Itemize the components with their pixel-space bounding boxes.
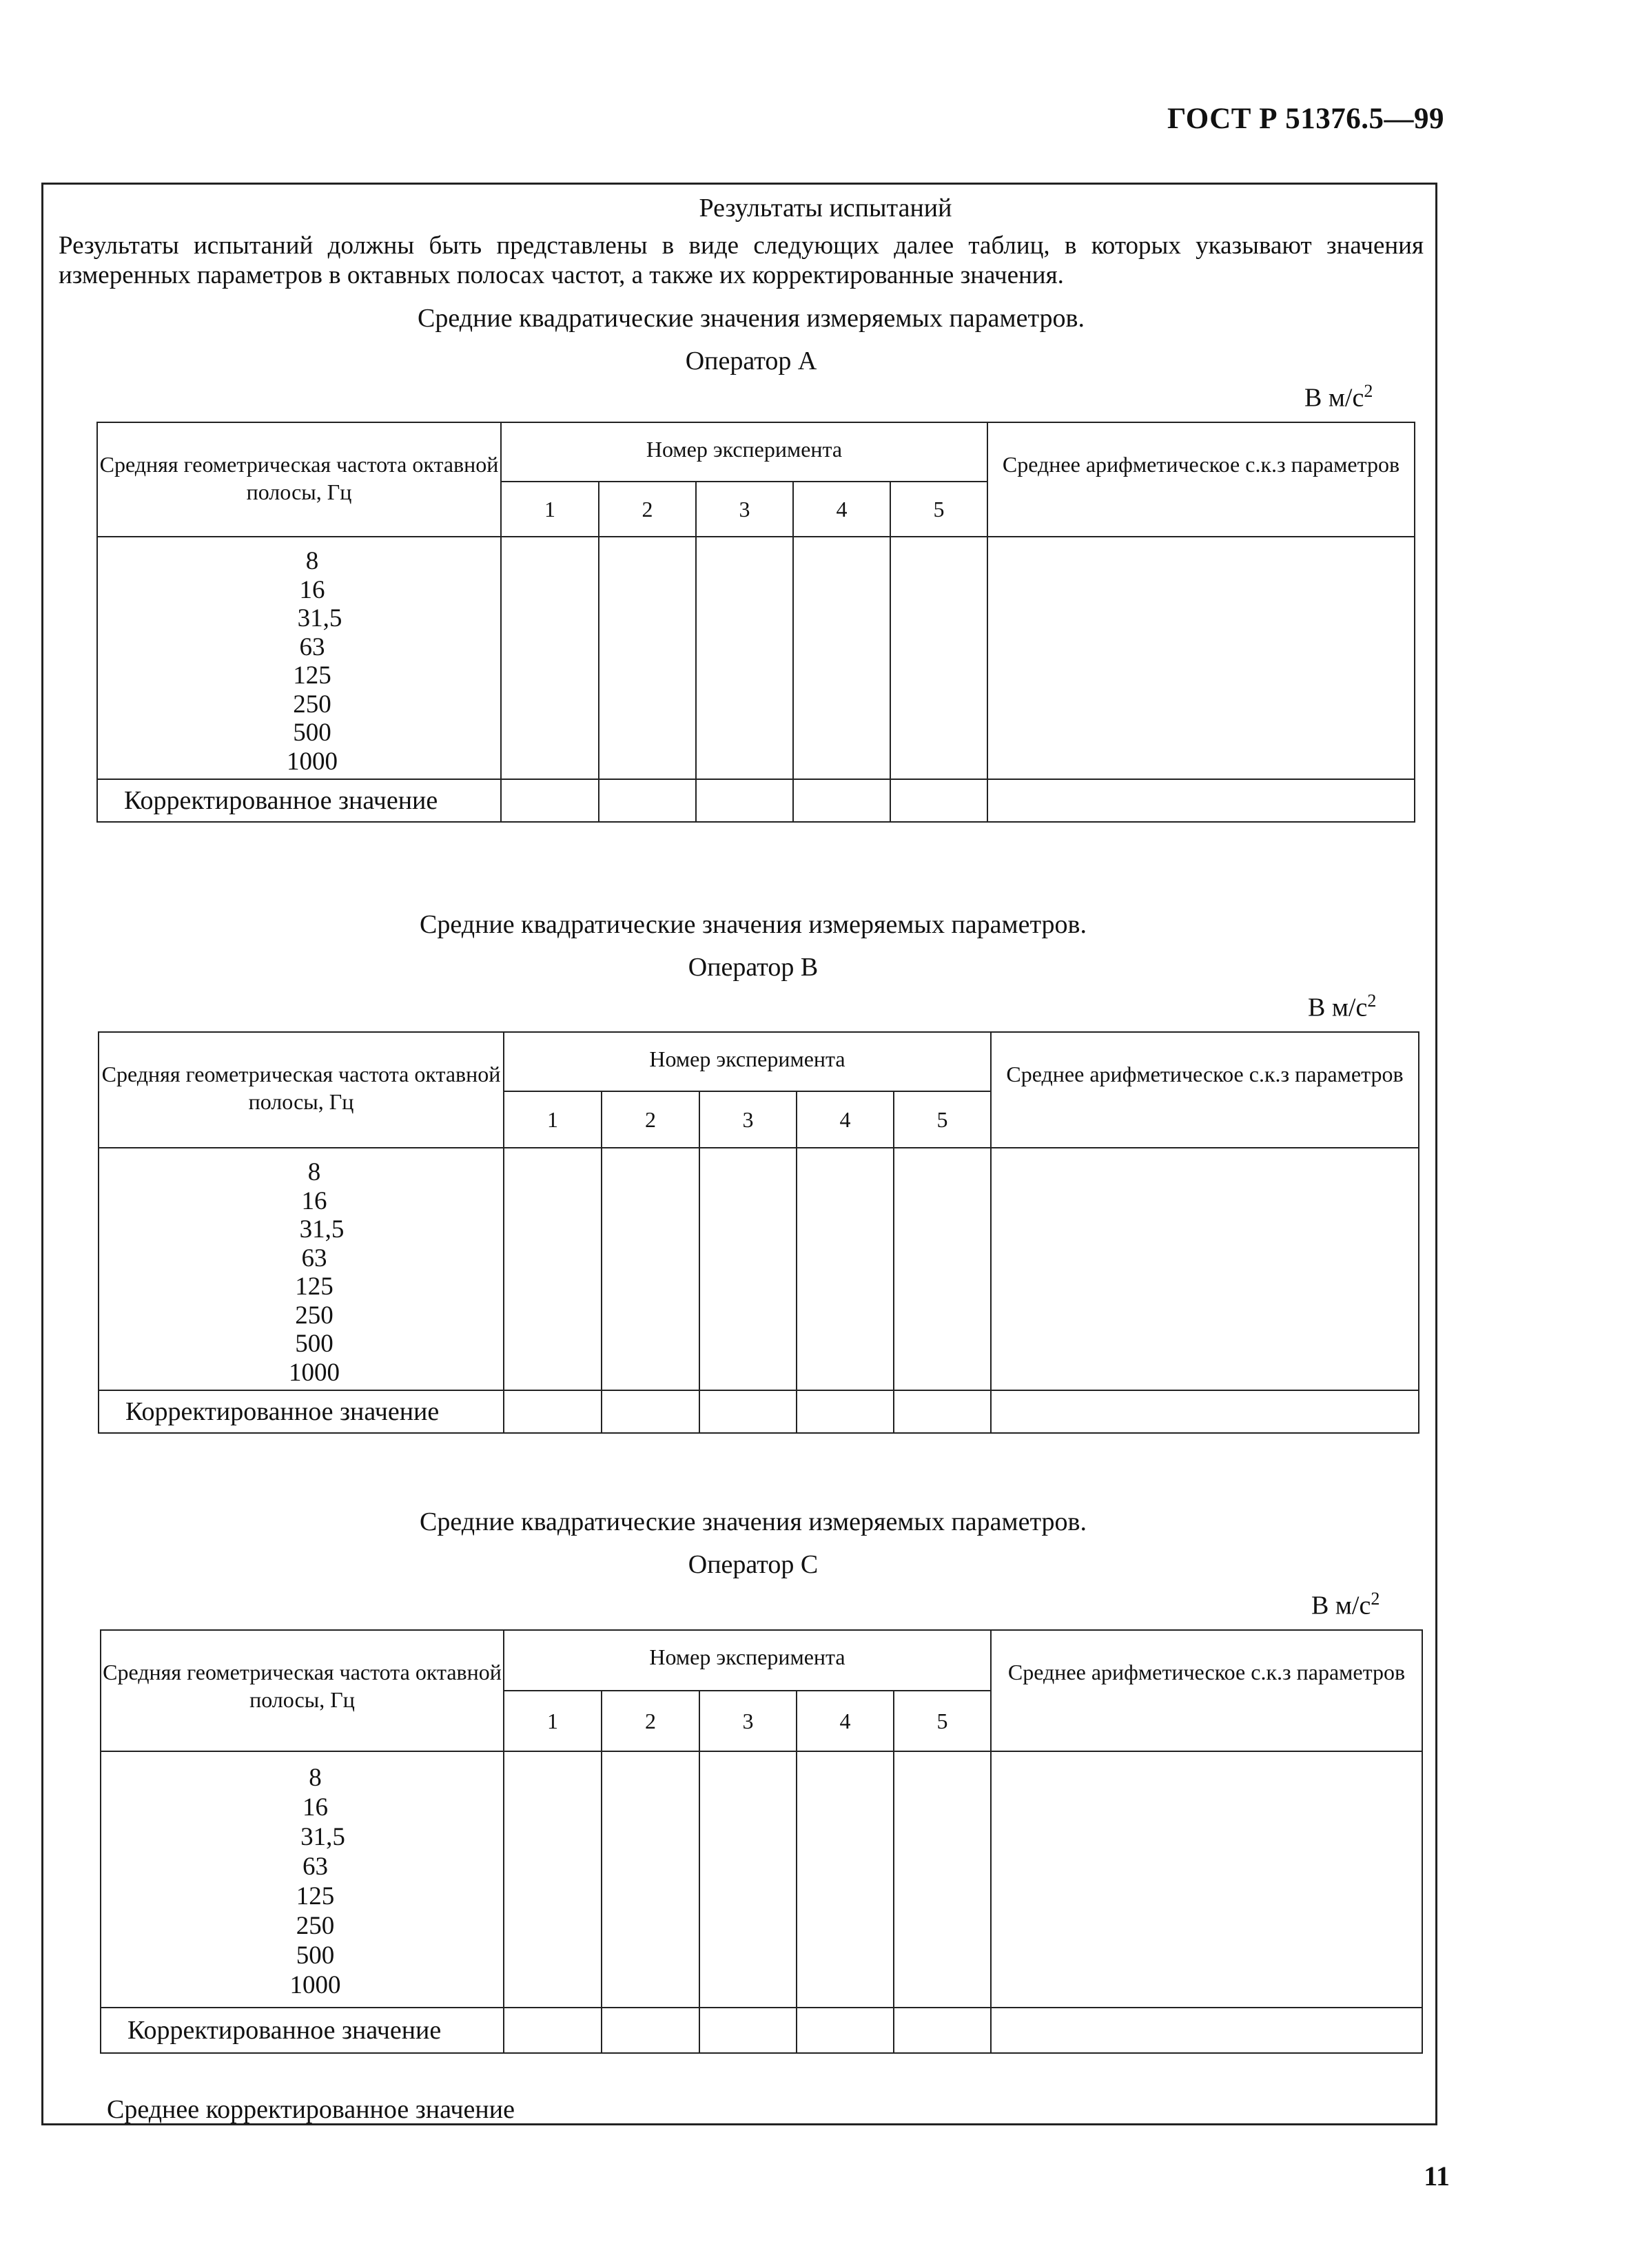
table-b-exp-3: 3 xyxy=(699,1091,797,1148)
table-b-value-cell xyxy=(699,1148,797,1390)
table-a-unit: В $м/с^2$ xyxy=(1304,381,1373,413)
table-a-value-cell xyxy=(501,537,599,779)
table-c-corrected-cell xyxy=(699,2008,797,2053)
table-a-header-experiment: Номер эксперимента xyxy=(501,422,987,482)
frequency-value: 63 xyxy=(302,1853,328,1881)
table-b-header-average: Среднее арифметическое с.к.з параметров xyxy=(991,1032,1419,1148)
table-b-unit: В $м/с^2$ xyxy=(1308,991,1377,1022)
frequency-value: 1000 xyxy=(289,1358,340,1387)
table-c-exp-3: 3 xyxy=(699,1691,797,1751)
table-a-exp-5: 5 xyxy=(890,482,987,537)
table-c-value-cell xyxy=(504,1751,602,2008)
frequency-value: 16 xyxy=(301,1186,327,1215)
frequency-value: 8 xyxy=(309,1764,322,1792)
table-c-exp-4: 4 xyxy=(797,1691,894,1751)
table-c-corrected-cell xyxy=(504,2008,602,2053)
table-b-value-cell xyxy=(797,1148,894,1390)
frequency-value: 8 xyxy=(305,547,319,575)
table-b-exp-2: 2 xyxy=(602,1091,699,1148)
table-c-corrected-cell xyxy=(797,2008,894,2053)
table-b-corrected-cell xyxy=(894,1390,991,1433)
table-c-value-cell xyxy=(894,1751,991,2008)
table-a-header-frequency: Средняя геометрическая частота октавной полосы, Гц xyxy=(97,422,501,537)
table-a-caption: Средние квадратические значения измеряемых параметров. xyxy=(418,304,1085,333)
table-a-exp-2: 2 xyxy=(599,482,696,537)
table-c-exp-1: 1 xyxy=(504,1691,602,1751)
section-title: Результаты испытаний xyxy=(699,194,952,223)
table-a-corrected-cell xyxy=(793,779,890,822)
table-c-corrected-cell xyxy=(894,2008,991,2053)
table-c-header-average: Среднее арифметическое с.к.з параметров xyxy=(991,1630,1422,1751)
frequency-value: 31,5 xyxy=(299,1215,345,1244)
frequency-value: 500 xyxy=(295,1330,334,1358)
table-a-value-cell xyxy=(890,537,987,779)
table-a-exp-3: 3 xyxy=(696,482,793,537)
document-code: ГОСТ Р 51376.5—99 xyxy=(1167,103,1444,135)
table-c-unit: В $м/с^2$ xyxy=(1311,1589,1380,1620)
average-corrected-blank xyxy=(516,2097,1367,2125)
table-a-frequency-list xyxy=(97,537,501,779)
table-c xyxy=(100,1629,1423,2054)
table-b-corrected-cell xyxy=(797,1390,894,1433)
table-b-exp-1: 1 xyxy=(504,1091,602,1148)
frequency-value: 16 xyxy=(299,575,325,604)
frequency-value: 125 xyxy=(293,661,331,690)
table-a-exp-1: 1 xyxy=(501,482,599,537)
table-b-average-cell xyxy=(991,1148,1419,1390)
table-b-header-frequency: Средняя геометрическая частота октавной полосы, Гц xyxy=(99,1032,504,1148)
table-a-operator: Оператор А xyxy=(685,347,817,375)
table-c-frequency-list xyxy=(101,1751,504,2008)
table-b-corrected-label: Корректированное значение xyxy=(99,1390,504,1433)
table-c-exp-2: 2 xyxy=(602,1691,699,1751)
frequency-value: 31,5 xyxy=(297,604,342,632)
frequency-value: 125 xyxy=(296,1882,335,1910)
frequency-value: 500 xyxy=(293,719,331,747)
table-c-exp-5: 5 xyxy=(894,1691,991,1751)
frequency-value: 63 xyxy=(299,632,325,661)
table-a-corrected-cell xyxy=(890,779,987,822)
frequency-value: 31,5 xyxy=(300,1823,345,1851)
frequency-value: 8 xyxy=(307,1158,321,1186)
table-b-header-experiment: Номер эксперимента xyxy=(504,1032,991,1091)
frequency-value: 500 xyxy=(296,1941,335,1970)
table-a-value-cell xyxy=(696,537,793,779)
table-a-corrected-label: Корректированное значение xyxy=(97,779,501,822)
frequency-value: 1000 xyxy=(289,1971,341,1999)
table-a-value-cell xyxy=(793,537,890,779)
table-c-corrected-cell xyxy=(602,2008,699,2053)
table-a-corrected-cell xyxy=(696,779,793,822)
table-c-average-cell xyxy=(991,1751,1422,2008)
table-b-frequency-list xyxy=(99,1148,504,1390)
table-a-corrected-average-cell xyxy=(987,779,1415,822)
table-c-value-cell xyxy=(602,1751,699,2008)
table-c-header-experiment: Номер эксперимента xyxy=(504,1630,991,1691)
table-a-corrected-cell xyxy=(501,779,599,822)
page-number: 11 xyxy=(1424,2161,1450,2192)
table-c-value-cell xyxy=(699,1751,797,2008)
table-a-header-average: Среднее арифметическое с.к.з параметров xyxy=(987,422,1415,537)
frequency-value: 250 xyxy=(293,690,331,719)
table-b xyxy=(98,1031,1419,1434)
frequency-value: 250 xyxy=(296,1912,335,1940)
average-corrected-label: Среднее корректированное значение xyxy=(107,2095,515,2124)
frequency-value: 1000 xyxy=(287,747,338,776)
table-c-operator: Оператор С xyxy=(688,1550,819,1579)
table-b-corrected-cell xyxy=(602,1390,699,1433)
table-b-value-cell xyxy=(504,1148,602,1390)
table-b-value-cell xyxy=(602,1148,699,1390)
table-a-average-cell xyxy=(987,537,1415,779)
table-b-corrected-average-cell xyxy=(991,1390,1419,1433)
table-c-corrected-average-cell xyxy=(991,2008,1422,2053)
table-c-header-frequency: Средняя геометрическая частота октавной полосы, Гц xyxy=(101,1630,504,1751)
frequency-value: 63 xyxy=(301,1244,327,1272)
table-b-exp-4: 4 xyxy=(797,1091,894,1148)
table-b-operator: Оператор В xyxy=(688,953,819,982)
table-c-corrected-label: Корректированное значение xyxy=(101,2008,504,2053)
table-a xyxy=(96,422,1415,823)
table-c-value-cell xyxy=(797,1751,894,2008)
table-a-value-cell xyxy=(599,537,696,779)
table-b-exp-5: 5 xyxy=(894,1091,991,1148)
table-a-corrected-cell xyxy=(599,779,696,822)
table-b-corrected-cell xyxy=(699,1390,797,1433)
table-b-value-cell xyxy=(894,1148,991,1390)
intro-paragraph: Результаты испытаний должны быть представлены в виде следующих далее таблиц, в которых указывают значения измеренных параметров в октавных полосах частот, а также их корректированные значения. xyxy=(59,231,1424,289)
frequency-value: 16 xyxy=(302,1793,328,1822)
table-a-exp-4: 4 xyxy=(793,482,890,537)
table-b-caption: Средние квадратические значения измеряемых параметров. xyxy=(420,910,1087,939)
table-b-corrected-cell xyxy=(504,1390,602,1433)
frequency-value: 125 xyxy=(295,1272,334,1301)
table-c-caption: Средние квадратические значения измеряемых параметров. xyxy=(420,1507,1087,1536)
frequency-value: 250 xyxy=(295,1301,334,1330)
average-corrected-line xyxy=(107,2094,1367,2125)
